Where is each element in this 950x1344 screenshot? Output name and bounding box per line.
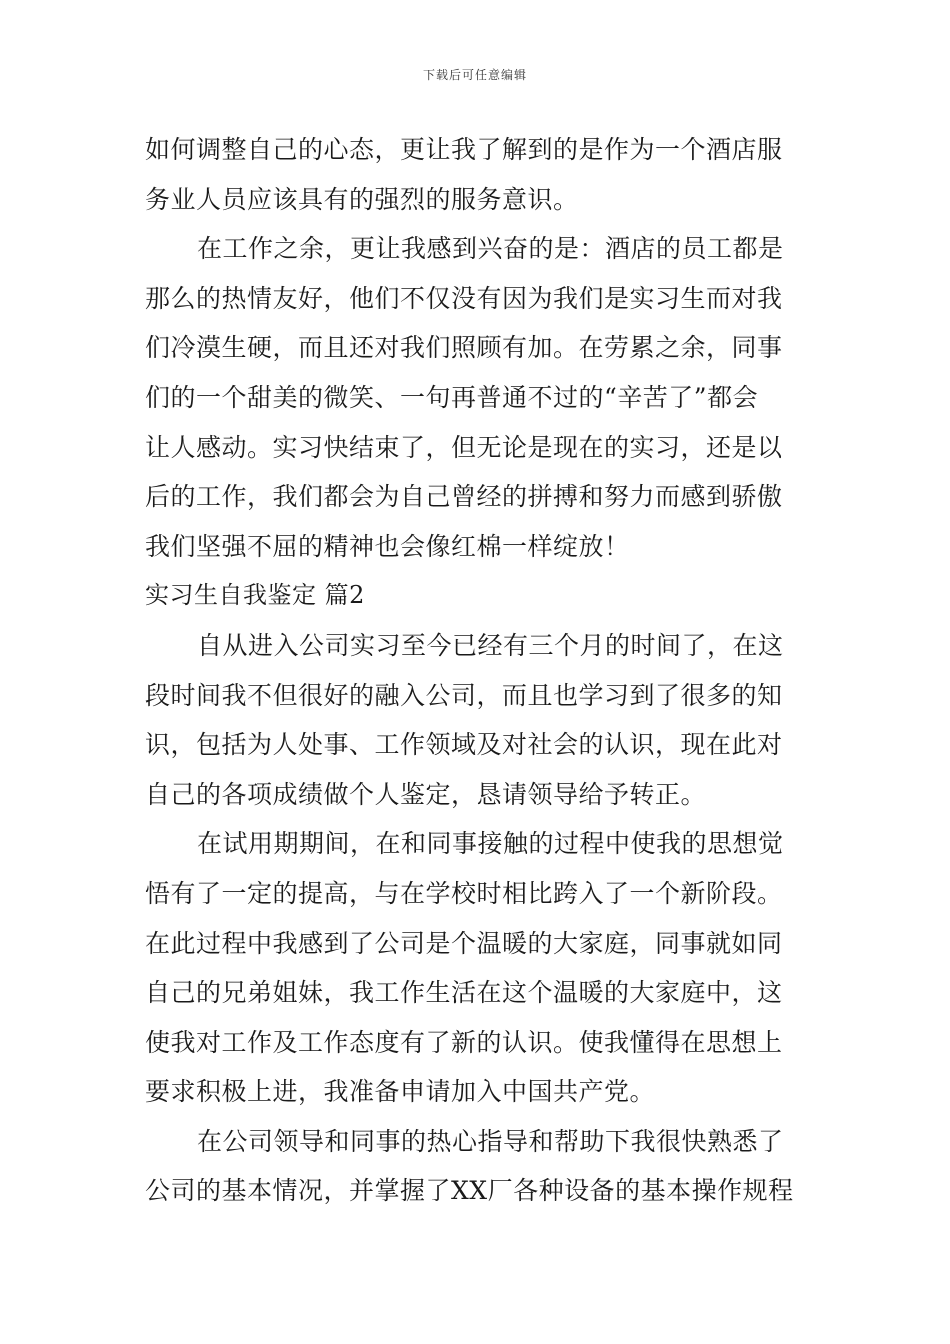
document-body [145, 125, 810, 1216]
text-line: 自己的兄弟姐妹，我工作生活在这个温暖的大家庭中，这 [145, 978, 783, 1008]
text-line: 段时间我不但很好的融入公司，而且也学习到了很多的知 [145, 680, 783, 710]
text-line: 们冷漠生硬，而且还对我们照顾有加。在劳累之余，同事 [145, 333, 783, 363]
text-line: 自己的各项成绩做个人鉴定，恳请领导给予转正。 [145, 779, 707, 809]
text-line: 识，包括为人处事、工作领域及对社会的认识，现在此对 [145, 730, 783, 760]
section-heading: 实习生自我鉴定 篇2 [145, 581, 365, 610]
text-line: 公司的基本情况，并掌握了XX厂各种设备的基本操作规程 [145, 1176, 794, 1206]
text-line: 悟有了一定的提高，与在学校时相比跨入了一个新阶段。 [145, 878, 783, 908]
text-line: 务业人员应该具有的强烈的服务意识。 [145, 184, 579, 214]
text-line: 使我对工作及工作态度有了新的认识。使我懂得在思想上 [145, 1027, 783, 1057]
text-line: 们的一个甜美的微笑、一句再普通不过的“辛苦了”都会 [145, 382, 759, 412]
header-note: 下载后可任意编辑 [422, 68, 527, 82]
paragraph-start-line: 在公司领导和同事的热心指导和帮助下我很快熟悉了 [197, 1126, 784, 1156]
text-line: 我们坚强不屈的精神也会像红棉一样绽放！ [145, 531, 630, 561]
text-line: 要求积极上进，我准备申请加入中国共产党。 [145, 1077, 656, 1107]
text-line: 如何调整自己的心态，更让我了解到的是作为一个酒店服 [145, 135, 783, 164]
text-line: 那么的热情友好，他们不仅没有因为我们是实习生而对我 [145, 283, 783, 313]
text-line: 后的工作，我们都会为自己曾经的拼搏和努力而感到骄傲 [145, 482, 783, 512]
paragraph-start-line: 自从进入公司实习至今已经有三个月的时间了，在这 [197, 630, 784, 660]
paragraph-start-line: 在试用期期间，在和同事接触的过程中使我的思想觉 [197, 829, 784, 859]
paragraph-start-line: 在工作之余，更让我感到兴奋的是：酒店的员工都是 [197, 234, 784, 264]
text-line: 在此过程中我感到了公司是个温暖的大家庭，同事就如同 [145, 928, 783, 958]
text-line: 让人感动。实习快结束了，但无论是现在的实习，还是以 [145, 432, 783, 462]
